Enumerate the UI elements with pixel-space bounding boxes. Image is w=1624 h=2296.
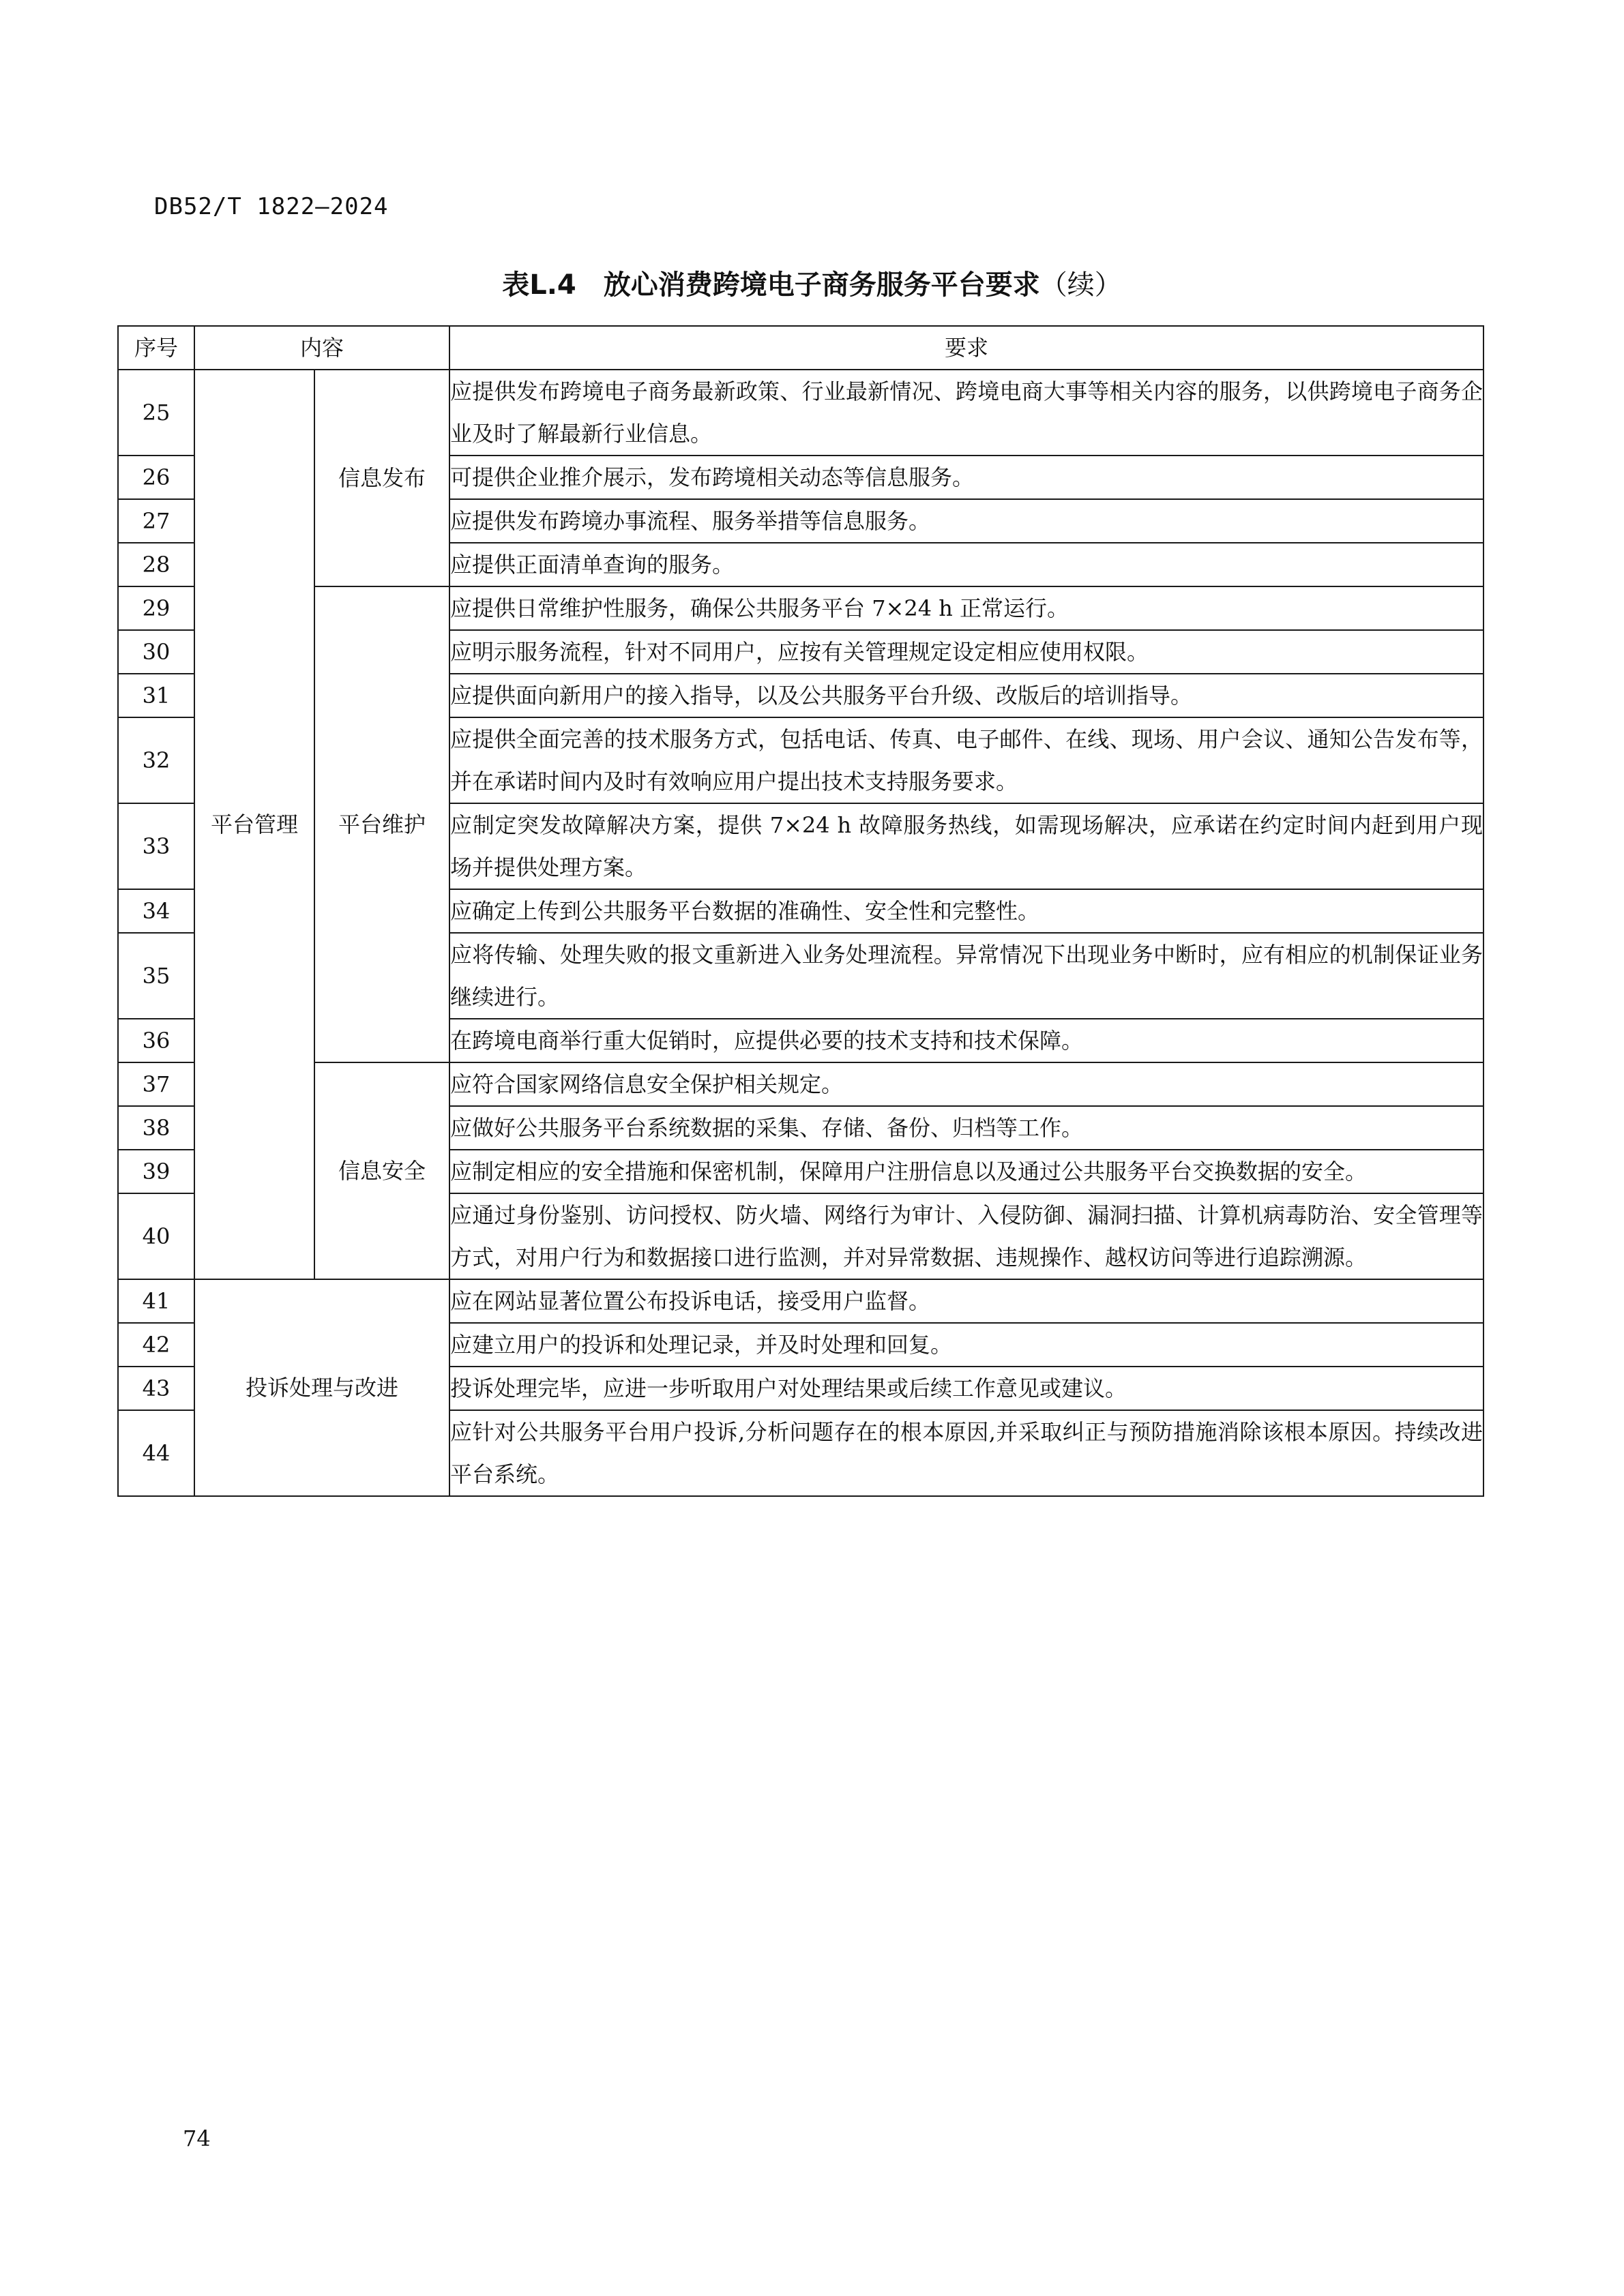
row-requirement: 在跨境电商举行重大促销时，应提供必要的技术支持和技术保障。: [449, 1019, 1483, 1062]
row-requirement: 投诉处理完毕，应进一步听取用户对处理结果或后续工作意见或建议。: [449, 1367, 1483, 1410]
row-number: 29: [118, 586, 194, 630]
row-requirement: 应针对公共服务平台用户投诉,分析问题存在的根本原因,并采取纠正与预防措施消除该根本原因。持续改进平台系统。: [449, 1410, 1483, 1496]
row-number: 38: [118, 1106, 194, 1150]
row-number: 42: [118, 1323, 194, 1367]
row-requirement: 应提供正面清单查询的服务。: [449, 543, 1483, 586]
row-number: 31: [118, 674, 194, 717]
category-complaint-handling: 投诉处理与改进: [194, 1279, 449, 1496]
row-number: 43: [118, 1367, 194, 1410]
row-requirement: 应制定相应的安全措施和保密机制，保障用户注册信息以及通过公共服务平台交换数据的安全。: [449, 1150, 1483, 1193]
subcategory-platform-maintenance: 平台维护: [314, 586, 449, 1062]
row-number: 44: [118, 1410, 194, 1496]
subcategory-info-release: 信息发布: [314, 370, 449, 586]
row-requirement: 应提供全面完善的技术服务方式，包括电话、传真、电子邮件、在线、现场、用户会议、通知公告发布等，并在承诺时间内及时有效响应用户提出技术支持服务要求。: [449, 717, 1483, 803]
table-title: [0, 263, 1624, 302]
category-platform-management: 平台管理: [194, 370, 314, 1279]
table-row: [118, 370, 1483, 456]
row-requirement: 应在网站显著位置公布投诉电话，接受用户监督。: [449, 1279, 1483, 1323]
row-requirement: 应确定上传到公共服务平台数据的准确性、安全性和完整性。: [449, 889, 1483, 933]
row-requirement: 应做好公共服务平台系统数据的采集、存储、备份、归档等工作。: [449, 1106, 1483, 1150]
table-row: [118, 1062, 1483, 1106]
row-requirement: 应建立用户的投诉和处理记录，并及时处理和回复。: [449, 1323, 1483, 1367]
page-number: 74: [183, 2126, 211, 2151]
row-number: 33: [118, 803, 194, 889]
header-requirement: 要求: [449, 326, 1483, 370]
row-requirement: 应提供日常维护性服务，确保公共服务平台 7×24 h 正常运行。: [449, 586, 1483, 630]
header-number: 序号: [118, 326, 194, 370]
row-requirement: 应提供发布跨境电子商务最新政策、行业最新情况、跨境电商大事等相关内容的服务，以供跨境电子商务企业及时了解最新行业信息。: [449, 370, 1483, 456]
header-content: 内容: [194, 326, 449, 370]
table-title-continued: （续）: [1039, 269, 1122, 301]
row-requirement: 可提供企业推介展示，发布跨境相关动态等信息服务。: [449, 456, 1483, 499]
table-title-main: 表L.4 放心消费跨境电子商务服务平台要求: [502, 269, 1040, 301]
row-requirement: 应符合国家网络信息安全保护相关规定。: [449, 1062, 1483, 1106]
row-number: 37: [118, 1062, 194, 1106]
row-number: 39: [118, 1150, 194, 1193]
row-number: 41: [118, 1279, 194, 1323]
row-requirement: 应明示服务流程，针对不同用户，应按有关管理规定设定相应使用权限。: [449, 630, 1483, 674]
subcategory-info-security: 信息安全: [314, 1062, 449, 1279]
document-code: DB52/T 1822—2024: [154, 193, 389, 220]
row-number: 26: [118, 456, 194, 499]
row-number: 28: [118, 543, 194, 586]
row-number: 27: [118, 499, 194, 543]
requirements-table: [117, 325, 1484, 1497]
row-number: 34: [118, 889, 194, 933]
table-header-row: [118, 326, 1483, 370]
row-requirement: 应提供面向新用户的接入指导，以及公共服务平台升级、改版后的培训指导。: [449, 674, 1483, 717]
row-number: 30: [118, 630, 194, 674]
row-requirement: 应提供发布跨境办事流程、服务举措等信息服务。: [449, 499, 1483, 543]
row-requirement: 应通过身份鉴别、访问授权、防火墙、网络行为审计、入侵防御、漏洞扫描、计算机病毒防治、安全管理等方式，对用户行为和数据接口进行监测，并对异常数据、违规操作、越权访问等进行追踪溯源。: [449, 1193, 1483, 1279]
table-row: [118, 1279, 1483, 1323]
row-number: 40: [118, 1193, 194, 1279]
row-number: 36: [118, 1019, 194, 1062]
row-number: 32: [118, 717, 194, 803]
row-requirement: 应将传输、处理失败的报文重新进入业务处理流程。异常情况下出现业务中断时，应有相应的机制保证业务继续进行。: [449, 933, 1483, 1019]
row-number: 35: [118, 933, 194, 1019]
row-requirement: 应制定突发故障解决方案，提供 7×24 h 故障服务热线，如需现场解决，应承诺在约定时间内赶到用户现场并提供处理方案。: [449, 803, 1483, 889]
row-number: 25: [118, 370, 194, 456]
table-row: [118, 586, 1483, 630]
